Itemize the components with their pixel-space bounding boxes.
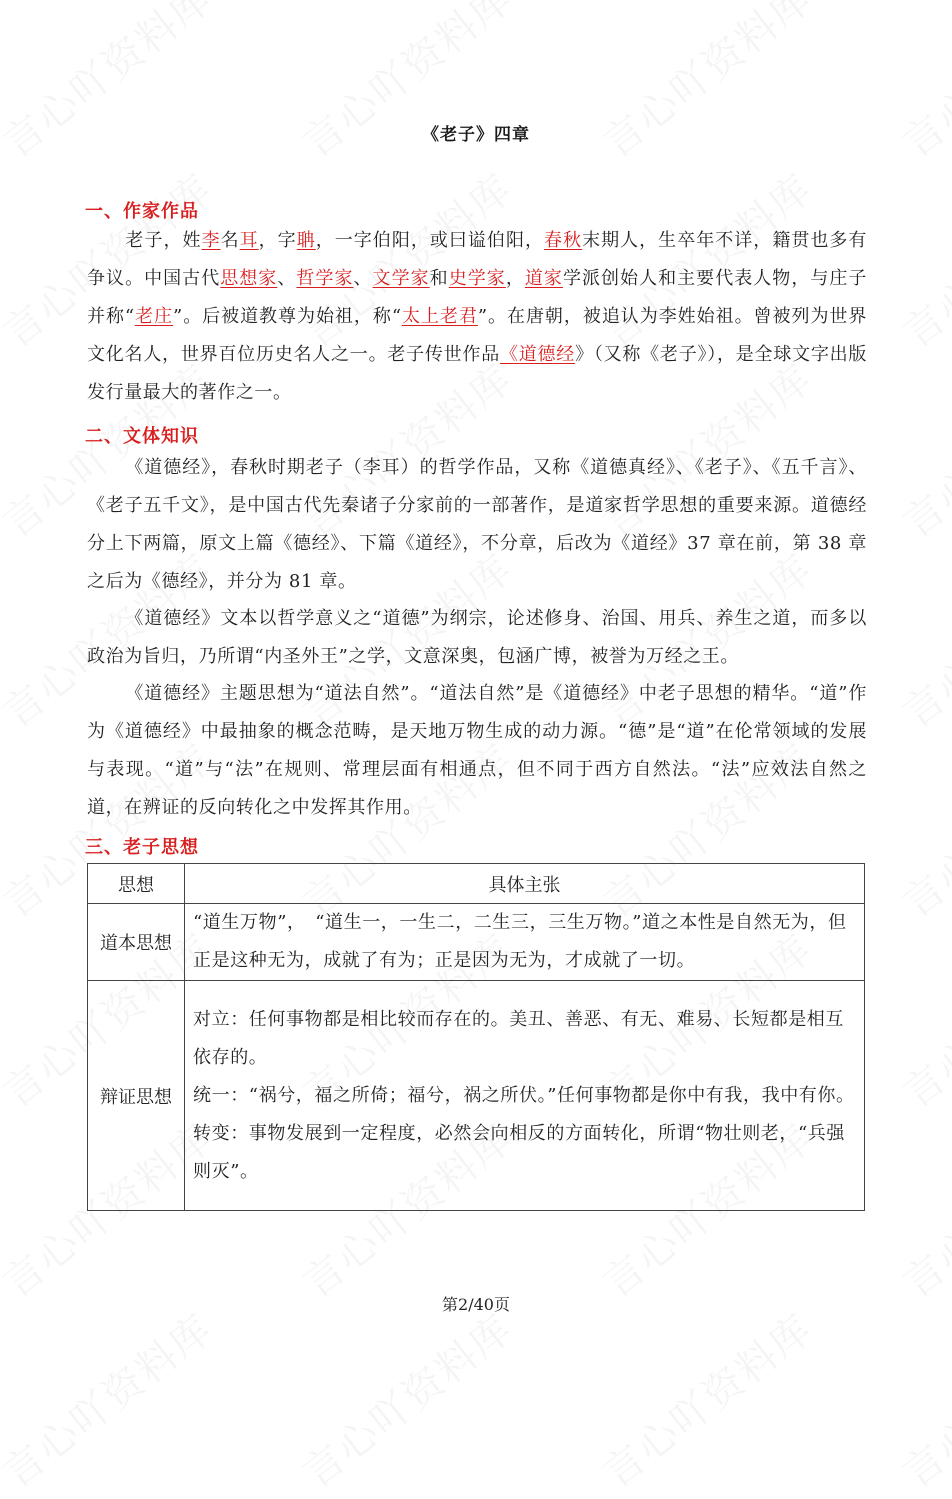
table-cell-thought-name: 辩证思想: [88, 981, 185, 1211]
text-segment: ”。后被道教尊为始祖，称“: [173, 306, 402, 327]
text-segment: 老子，姓: [125, 230, 202, 251]
highlighted-term: 思想家: [220, 268, 278, 289]
highlighted-term: 道家: [524, 268, 563, 289]
page-number: 第2/40页: [442, 1295, 510, 1314]
text-segment: 、: [353, 268, 373, 289]
genre-paragraph-1: [87, 449, 867, 601]
table-row: [88, 981, 865, 1211]
text-segment: 》（又称《老子》），是全球文字出版发行量最大的著作之一。: [87, 344, 867, 403]
genre-paragraph-3: [87, 675, 867, 827]
section-heading-thought: 三、老子思想: [85, 837, 199, 858]
document-title: 《老子》四章: [422, 125, 530, 145]
highlighted-term: 《道德经: [499, 344, 576, 365]
table-cell-claims: [185, 904, 865, 981]
text-segment: 名: [220, 230, 240, 251]
text-segment: 《道德经》文本以哲学意义之“道德”为纲宗，论述修身、治国、用兵、养生之道，而多以政治为旨归，乃所谓“内圣外王”之学，文意深奥，包涵广博，被誉为万经之王。: [87, 608, 867, 667]
section-heading-author: 一、作家作品: [85, 201, 199, 222]
text-segment: ，: [505, 268, 525, 289]
table-cell-thought-name: 道本思想: [88, 904, 185, 981]
text-segment: 、: [277, 268, 297, 289]
text-segment: 《道德经》，春秋时期老子（李耳）的哲学作品，又称《道德真经》、《老子》、《五千言》、《老子五千文》，是中国古代先秦诸子分家前的一部著作，是道家哲学思想的重要来源。道德经分上下两篇，原文上篇《德经》、下篇《道经》，不分章，后改为《道经》37 章在前，第 38 章之后为《德经》，并分为 81 章。: [87, 457, 867, 592]
author-paragraph: [87, 222, 867, 412]
highlighted-term: 李: [201, 230, 221, 251]
text-segment: 末期人，生卒年不详，籍贯也多有争议。中国古代: [87, 230, 868, 289]
highlighted-term: 文学家: [372, 268, 430, 289]
text-segment: 和: [429, 268, 449, 289]
highlighted-term: 春秋: [544, 230, 583, 251]
claim-line-opposition: 对立：任何事物都是相比较而存在的。美丑、善恶、有无、难易、长短都是相互依存的。: [193, 1008, 844, 1068]
claim-line: “道生万物”， “道生一，一生二，二生三，三生万物。”道之本性是自然无为，但正是这种无为，成就了有为；正是因为无为，才成就了一切。: [193, 912, 847, 971]
table-header-thought: 思想: [88, 864, 185, 904]
table-header-claims: 具体主张: [185, 864, 865, 904]
highlighted-term: 耳: [239, 230, 259, 251]
text-segment: 学派创始人和主要代表人物，与庄子并称“: [87, 268, 868, 327]
highlighted-term: 史学家: [448, 268, 506, 289]
text-segment: ，字: [258, 230, 297, 251]
claim-line-transformation: 转变：事物发展到一定程度，必然会向相反的方面转化，所谓“物壮则老，“兵强则灭”。: [193, 1122, 846, 1182]
table-row: [88, 904, 865, 981]
highlighted-term: 哲学家: [296, 268, 354, 289]
text-segment: ，一字伯阳，或曰谥伯阳，: [315, 230, 545, 251]
text-segment: 《道德经》主题思想为“道法自然”。“道法自然”是《道德经》中老子思想的精华。“道”作为《道德经》中最抽象的概念范畴，是天地万物生成的动力源。“德”是“道”在伦常领域的发展与表现。“道”与“法”在规则、常理层面有相通点，但不同于西方自然法。“法”应效法自然之道，在辨证的反向转化之中发挥其作用。: [87, 683, 867, 818]
highlighted-term: 聃: [296, 230, 316, 251]
table-cell-claims: [185, 981, 865, 1211]
highlighted-term: 老庄: [134, 306, 174, 327]
highlighted-term: 太上老君: [401, 306, 478, 327]
thought-table: [87, 863, 865, 1211]
text-segment: ”。在唐朝，被追认为李姓始祖。曾被列为世界文化名人，世界百位历史名人之一。老子传世作品: [87, 306, 867, 365]
section-heading-genre: 二、文体知识: [85, 426, 199, 447]
claim-line-unity: 统一：“祸兮，福之所倚；福兮，祸之所伏。”任何事物都是你中有我，我中有你。: [193, 1084, 855, 1106]
genre-paragraph-2: [87, 600, 867, 676]
table-header-row: [88, 864, 865, 904]
